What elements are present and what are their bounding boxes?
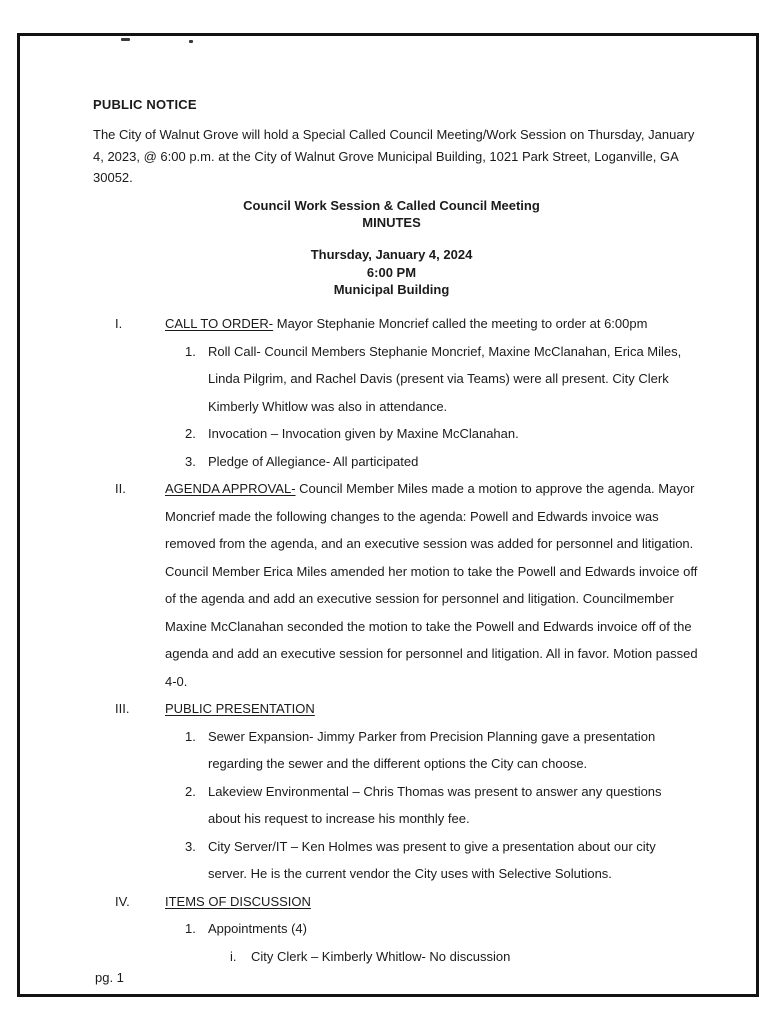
section-numeral: III. xyxy=(115,701,130,716)
subitem-number: i. xyxy=(230,948,237,964)
public-notice-paragraph: The City of Walnut Grove will hold a Special Called Council Meeting/Work Session on Thursday, January 4, 2023, @ 6:00 p.m. at the City of Walnut Grove Municipal Building, 1021 Park Street, Loganville, GA 30052. xyxy=(93,127,695,185)
section-heading: PUBLIC PRESENTATION xyxy=(165,701,315,716)
item-number: 2. xyxy=(185,426,196,441)
scan-artifact xyxy=(121,38,130,41)
list-item xyxy=(185,915,783,970)
list-item xyxy=(185,778,783,833)
item-text-wrap xyxy=(208,915,694,970)
section-numeral: I. xyxy=(115,316,123,331)
meeting-info xyxy=(0,246,783,299)
item-text: Appointments (4) xyxy=(208,921,307,936)
item-number: 3. xyxy=(185,453,196,469)
section-heading-row xyxy=(115,310,783,338)
section-heading: ITEMS OF DISCUSSION xyxy=(165,893,311,909)
title-line-1: Council Work Session & Called Council Meeting xyxy=(243,198,540,213)
meeting-location: Municipal Building xyxy=(333,282,450,297)
item-text: Pledge of Allegiance- All participated xyxy=(208,453,419,469)
list-item xyxy=(185,833,783,888)
section-items-of-discussion xyxy=(0,888,783,971)
section-heading-paragraph xyxy=(165,695,699,723)
list-item xyxy=(185,338,783,421)
section-numeral: II. xyxy=(115,481,126,496)
item-text: Roll Call- Council Members Stephanie Moncrief, Maxine McClanahan, Erica Miles, Linda Pilgrim, and Rachel Davis (present via Teams) were all present. City Clerk Kimberly Whitlow was also in attendance. xyxy=(208,343,682,414)
item-number: 1. xyxy=(185,343,196,359)
item-number: 3. xyxy=(185,838,196,854)
subitem-text: City Clerk – Kimberly Whitlow- No discussion xyxy=(251,948,511,964)
item-number: 2. xyxy=(185,783,196,799)
section-heading-row xyxy=(115,695,783,723)
section-heading: CALL TO ORDER- xyxy=(165,316,274,331)
section-heading-row xyxy=(115,475,783,695)
item-number: 1. xyxy=(185,921,196,936)
section-heading-row xyxy=(115,888,783,916)
meeting-time: 6:00 PM xyxy=(366,264,417,280)
meeting-date: Thursday, January 4, 2024 xyxy=(310,247,473,262)
list-item xyxy=(185,723,783,778)
section-heading-paragraph xyxy=(165,310,699,338)
page-number: pg. 1 xyxy=(95,970,124,985)
item-text: Lakeview Environmental – Chris Thomas was present to answer any questions about his request to increase his monthly fee. xyxy=(208,783,662,826)
section-numeral: IV. xyxy=(115,893,130,909)
list-item xyxy=(185,448,783,476)
section-heading-rest: Mayor Stephanie Moncrief called the meeting to order at 6:00pm xyxy=(273,316,648,331)
section-heading-paragraph xyxy=(165,475,699,695)
section-heading: AGENDA APPROVAL- xyxy=(165,481,296,496)
item-text: Invocation – Invocation given by Maxine McClanahan. xyxy=(208,426,519,441)
public-notice-label: PUBLIC NOTICE xyxy=(93,97,197,112)
section-heading-rest: Council Member Miles made a motion to approve the agenda. Mayor Moncrief made the following changes to the agenda: Powell and Edwards invoice was removed from the agenda, and an executive session was added for personnel and litigation. Council Member Erica Miles amended her motion to take the Powell and Edwards invoice off of the agenda and add an executive session for personnel and litigation. Councilmember Maxine McClanahan seconded the motion to take the Powell and Edwards invoice off of the agenda and add an executive session for personnel and litigation. All in favor. Motion passed 4-0. xyxy=(165,481,698,689)
list-item xyxy=(185,420,783,448)
section-public-presentation xyxy=(0,695,783,888)
section-heading-paragraph xyxy=(165,888,699,916)
section-call-to-order xyxy=(0,310,783,475)
item-text: Sewer Expansion- Jimmy Parker from Precision Planning gave a presentation regarding the sewer and the different options the City can choose. xyxy=(208,728,656,771)
minutes-body xyxy=(0,310,783,970)
item-number: 1. xyxy=(185,728,196,744)
item-text: City Server/IT – Ken Holmes was present to give a presentation about our city server. He is the current vendor the City uses with Selective Solutions. xyxy=(208,838,656,881)
title-line-2: MINUTES xyxy=(362,215,421,230)
section-agenda-approval xyxy=(0,475,783,695)
scan-artifact xyxy=(189,40,193,43)
document-title xyxy=(0,197,783,231)
sub-list-item xyxy=(230,943,694,971)
